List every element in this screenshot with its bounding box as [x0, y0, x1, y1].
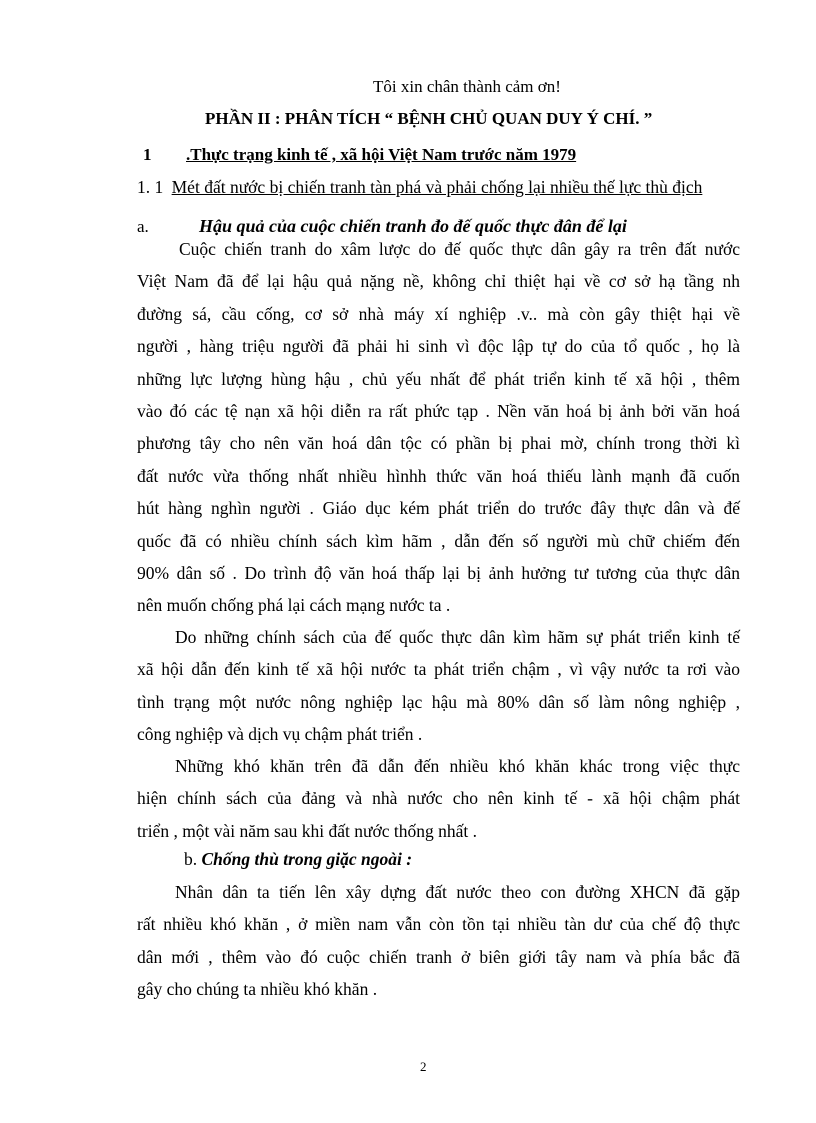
part-title: PHẦN II : PHÂN TÍCH “ BỆNH CHỦ QUAN DUY Ý CHÍ. ” [205, 109, 653, 128]
paragraph-line: gây cho chúng ta nhiều khó khăn . [137, 979, 378, 1000]
paragraph-3 [137, 750, 740, 847]
subsection-heading [137, 178, 745, 197]
paragraph-line: Việt Nam đã để lại hậu quả nặng nề, không chỉ thiệt hại về cơ sở hạ tầng nh [137, 271, 740, 292]
subsection-title: Mét đất nước bị chiến tranh tàn phá và phải chống lại nhiều thế lực thù địch [171, 177, 703, 197]
paragraph-line: hút hàng nghìn người . Giáo dục kém phát triển do trước đây thực dân và đế [137, 498, 740, 519]
paragraph-line: công nghiệp và dịch vụ chậm phát triển . [137, 724, 423, 745]
item-a-title: Hậu quả của cuộc chiến tranh đo đế quốc thực đân để lại [199, 216, 627, 236]
paragraph-line: tình trạng một nước nông nghiệp lạc hậu mà 80% dân số làm nông nghiệp , [137, 691, 740, 712]
item-b-letter: b. [184, 849, 198, 869]
paragraph-line: Cuộc chiến tranh do xâm lược do đế quốc thực dân gây ra trên đất nước [179, 239, 740, 259]
paragraph-line: hiện chính sách của đảng và nhà nước cho nên kinh tế - xã hội chậm phát [137, 788, 740, 809]
paragraph-line: Những khó khăn trên đã dẫn đến nhiều khó khăn khác trong việc thực [175, 756, 740, 776]
paragraph-line: người , hàng triệu người đã phải hi sinh vì độc lập tự do của tổ quốc , họ là [137, 336, 740, 357]
paragraph-4 [137, 876, 740, 1006]
item-b-heading [184, 851, 412, 869]
paragraph-line: rất nhiều khó khăn , ở miền nam vẫn còn tồn tại nhiều tàn dư của chế độ thực [137, 914, 740, 935]
paragraph-line: xã hội dẫn đến kinh tế xã hội nước ta phát triển chậm , vì vậy nước ta rơi vào [137, 659, 740, 680]
thanks-line: Tôi xin chân thành cảm ơn! [373, 77, 561, 96]
paragraph-line: đất nước vừa thống nhất nhiều hìnhh thức văn hoá thiếu lành mạnh đã cuốn [137, 465, 740, 486]
paragraph-line: 90% dân số . Do trình độ văn hoá thấp lại bị ảnh hưởng tư tương của thực dân [137, 562, 740, 583]
paragraph-line: dân mới , thêm vào đó cuộc chiến tranh ở biên giới tây nam và phía bắc đã [137, 946, 740, 967]
paragraph-line: những lực lượng hùng hậu , chủ yếu nhất để phát triển kinh tế xã hội , thêm [137, 368, 740, 389]
paragraph-line: quốc đã có nhiều chính sách kìm hãm , dẫn đến số người mù chữ chiếm đến [137, 530, 740, 551]
subsection-number: 1. 1 [137, 177, 164, 197]
paragraph-2 [137, 621, 740, 751]
section-number: 1 [143, 145, 152, 164]
item-b-title: Chống thù trong giặc ngoài : [201, 849, 413, 869]
paragraph-line: Do những chính sách của đế quốc thực dân kìm hãm sự phát triển kinh tế [175, 627, 740, 647]
paragraph-line: phương tây cho nên văn hoá dân tộc có phần bị phai mờ, chính trong thời kì [137, 433, 740, 454]
paragraph-line: đường sá, cầu cống, cơ sở nhà máy xí nghiệp .v.. mà còn gây thiệt hại về [137, 303, 740, 324]
item-a-letter: a. [137, 217, 149, 236]
section-title: .Thực trạng kinh tế , xã hội Việt Nam trước năm 1979 [186, 145, 577, 164]
page-number: 2 [420, 1059, 427, 1074]
paragraph-line: nên muốn chống phá lại cách mạng nước ta . [137, 595, 451, 616]
paragraph-line: Nhân dân ta tiến lên xây dựng đất nước theo con đường XHCN đã gặp [175, 882, 740, 902]
paragraph-line: vào đó các tệ nạn xã hội diễn ra rất phức tạp . Nền văn hoá bị ảnh bởi văn hoá [137, 400, 740, 421]
paragraph-1 [137, 233, 740, 622]
paragraph-line: triển , một vài năm sau khi đất nước thống nhất . [137, 820, 477, 841]
